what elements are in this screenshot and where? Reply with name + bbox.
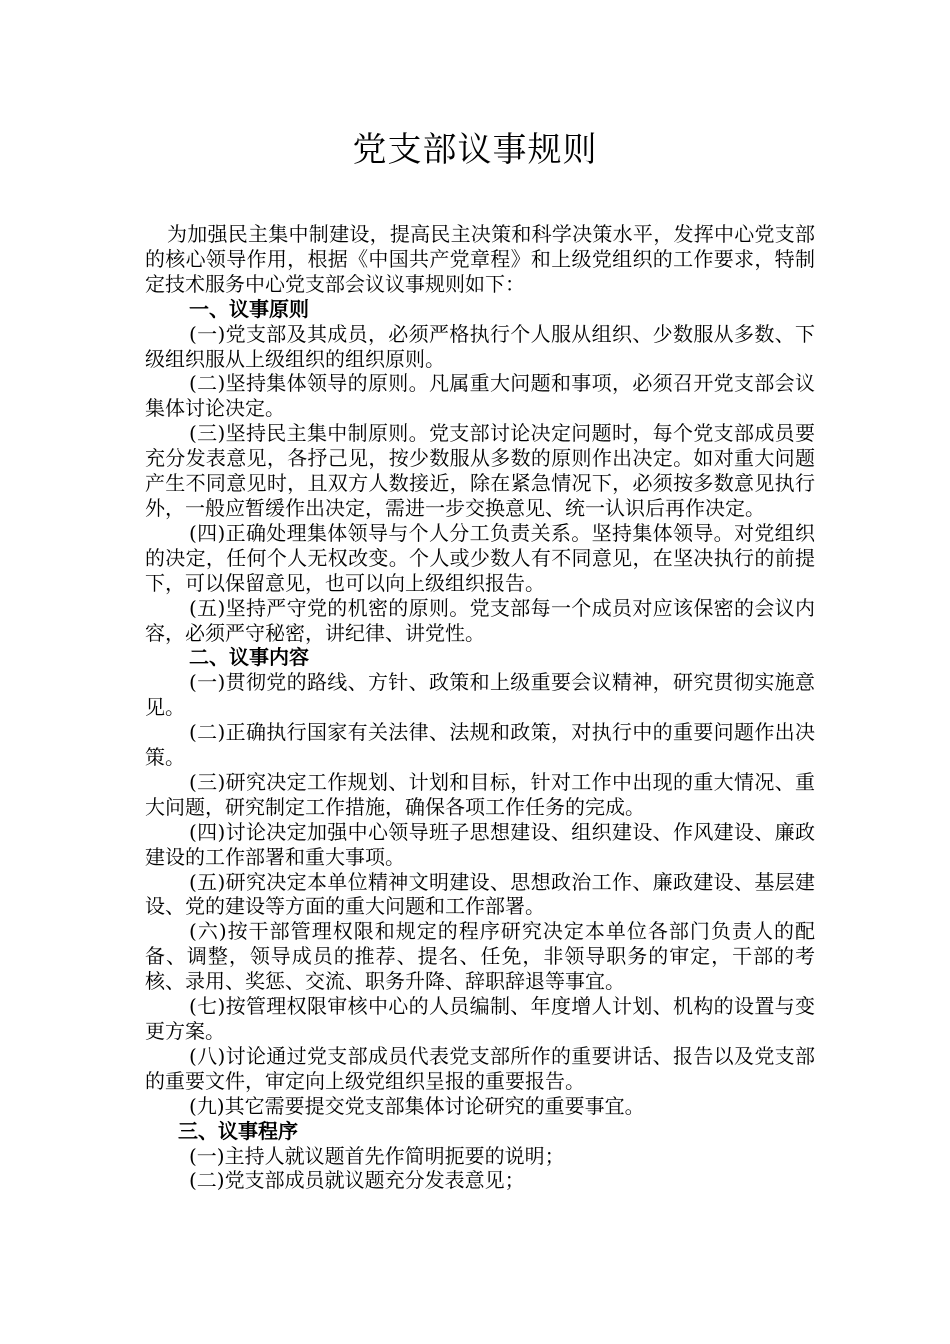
principle-item-2: (二)坚持集体领导的原则。凡属重大问题和事项，必须召开党支部会议集体讨论决定。 [145, 371, 815, 421]
section-heading-procedure: 三、议事程序 [178, 1118, 298, 1143]
document-title: 党支部议事规则 [352, 130, 598, 170]
document-body [145, 222, 815, 1193]
content-item-2: (二)正确执行国家有关法律、法规和政策，对执行中的重要问题作出决策。 [145, 720, 815, 770]
principle-item-1: (一)党支部及其成员，必须严格执行个人服从组织、少数服从多数、下级组织服从上级组织的组织原则。 [145, 321, 815, 371]
section-heading-content: 二、议事内容 [189, 645, 309, 670]
section-heading-principles: 一、议事原则 [189, 296, 309, 321]
content-item-8: (八)讨论通过党支部成员代表党支部所作的重要讲话、报告以及党支部的重要文件，审定向上级党组织呈报的重要报告。 [145, 1043, 815, 1093]
content-item-4: (四)讨论决定加强中心领导班子思想建设、组织建设、作风建设、廉政建设的工作部署和重大事项。 [145, 819, 815, 869]
content-item-6: (六)按干部管理权限和规定的程序研究决定本单位各部门负责人的配备、调整，领导成员的推荐、提名、任免，非领导职务的审定，干部的考核、录用、奖惩、交流、职务升降、辞职辞退等事宜。 [145, 919, 815, 994]
content-item-1: (一)贯彻党的路线、方针、政策和上级重要会议精神，研究贯彻实施意见。 [145, 670, 815, 720]
content-item-5: (五)研究决定本单位精神文明建设、思想政治工作、廉政建设、基层建设、党的建设等方面的重大问题和工作部署。 [145, 869, 815, 919]
procedure-item-2: (二)党支部成员就议题充分发表意见； [189, 1168, 525, 1193]
content-item-3: (三)研究决定工作规划、计划和目标，针对工作中出现的重大情况、重大问题，研究制定工作措施，确保各项工作任务的完成。 [145, 769, 815, 819]
intro-paragraph: 为加强民主集中制建设，提高民主决策和科学决策水平，发挥中心党支部的核心领导作用，根据《中国共产党章程》和上级党组织的工作要求，特制定技术服务中心党支部会议议事规则如下： [145, 222, 815, 296]
content-item-7: (七)按管理权限审核中心的人员编制、年度增人计划、机构的设置与变更方案。 [145, 994, 815, 1043]
principle-item-4: (四)正确处理集体领导与个人分工负责关系。坚持集体领导。对党组织的决定，任何个人无权改变。个人或少数人有不同意见，在坚决执行的前提下，可以保留意见，也可以向上级组织报告。 [145, 520, 815, 595]
procedure-item-1: (一)主持人就议题首先作简明扼要的说明； [189, 1143, 565, 1168]
content-item-9: (九)其它需要提交党支部集体讨论研究的重要事宜。 [189, 1093, 645, 1118]
principle-item-5: (五)坚持严守党的机密的原则。党支部每一个成员对应该保密的会议内容，必须严守秘密，讲纪律、讲党性。 [145, 595, 815, 645]
principle-item-3: (三)坚持民主集中制原则。党支部讨论决定问题时，每个党支部成员要充分发表意见，各抒己见，按少数服从多数的原则作出决定。如对重大问题产生不同意见时，且双方人数接近，除在紧急情况下，必须按多数意见执行外，一般应暂缓作出决定，需进一步交换意见、统一认识后再作决定。 [145, 421, 815, 520]
